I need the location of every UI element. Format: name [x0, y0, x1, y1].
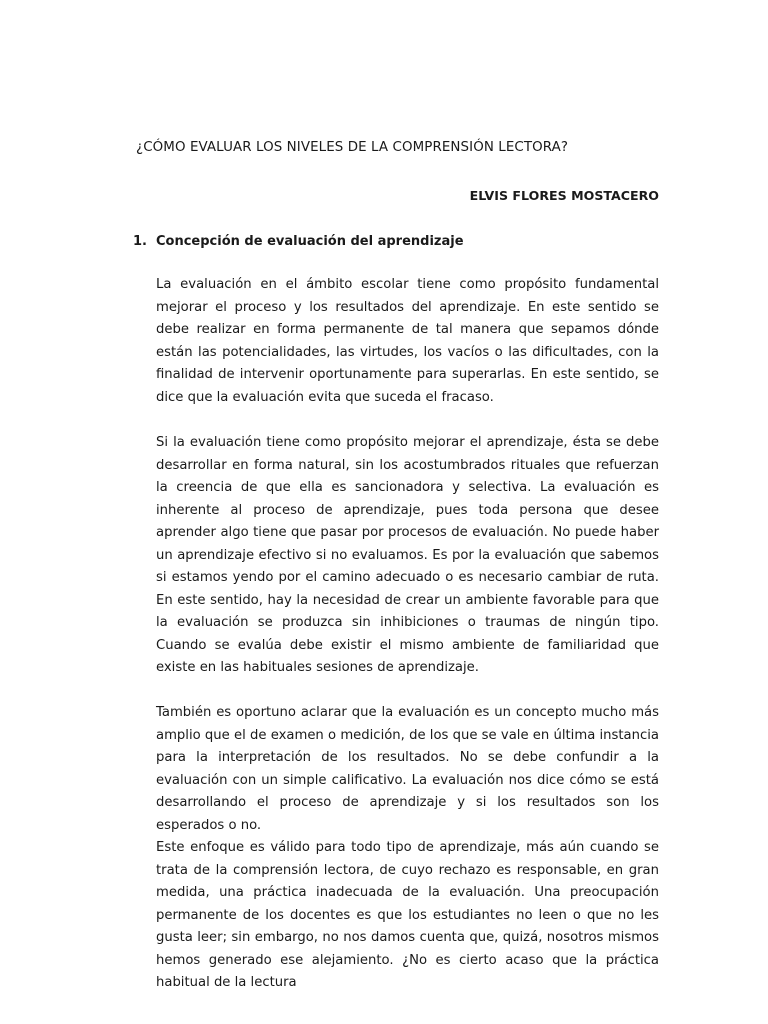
section-number: 1.	[133, 234, 147, 249]
document-title: ¿CÓMO EVALUAR LOS NIVELES DE LA COMPRENSIÓN LECTORA?	[136, 140, 569, 155]
body-paragraph: La evaluación en el ámbito escolar tiene como propósito fundamental mejorar el proceso y los resultados del aprendizaje. En este sentido se debe realizar en forma permanente de tal manera que sepamos dónde están las potencialidades, las virtudes, los vacíos o las dificultades, con la finalidad de intervenir oportunamente para superarlas. En este sentido, se dice que la evaluación evita que suceda el fracaso.	[156, 277, 659, 405]
body-paragraph: Si la evaluación tiene como propósito mejorar el aprendizaje, ésta se debe desarrollar en forma natural, sin los acostumbrados rituales que refuerzan la creencia de que ella es sancionadora y selectiva. La evaluación es inherente al proceso de aprendizaje, pues toda persona que desee aprender algo tiene que pasar por procesos de evaluación. No puede haber un aprendizaje efectivo si no evaluamos. Es por la evaluación que sabemos si estamos yendo por el camino adecuado o es necesario cambiar de ruta. En este sentido, hay la necesidad de crear un ambiente favorable para que la evaluación se produzca sin inhibiciones o traumas de ningún tipo. Cuando se evalúa debe existir el mismo ambiente de familiaridad que existe en las habituales sesiones de aprendizaje.	[156, 435, 659, 675]
body-paragraph: También es oportuno aclarar que la evaluación es un concepto mucho más amplio que el de examen o medición, de los que se vale en última instancia para la interpretación de los resultados. No se debe confundir a la evaluación con un simple calificativo. La evaluación nos dice cómo se está desarrollando el proceso de aprendizaje y si los resultados son los esperados o no.	[156, 705, 659, 833]
section-heading	[133, 233, 464, 251]
body-paragraph: Este enfoque es válido para todo tipo de aprendizaje, más aún cuando se trata de la comprensión lectora, de cuyo rechazo es responsable, en gran medida, una práctica inadecuada de la evaluación. Una preocupación permanente de los docentes es que los estudiantes no leen o que no les gusta leer; sin embargo, no nos damos cuenta que, quizá, nosotros mismos hemos generado ese alejamiento. ¿No es cierto acaso que la práctica habitual de la lectura	[156, 840, 659, 990]
section-heading-text: Concepción de evaluación del aprendizaje	[156, 234, 464, 249]
document-author: ELVIS FLORES MOSTACERO	[469, 188, 659, 203]
